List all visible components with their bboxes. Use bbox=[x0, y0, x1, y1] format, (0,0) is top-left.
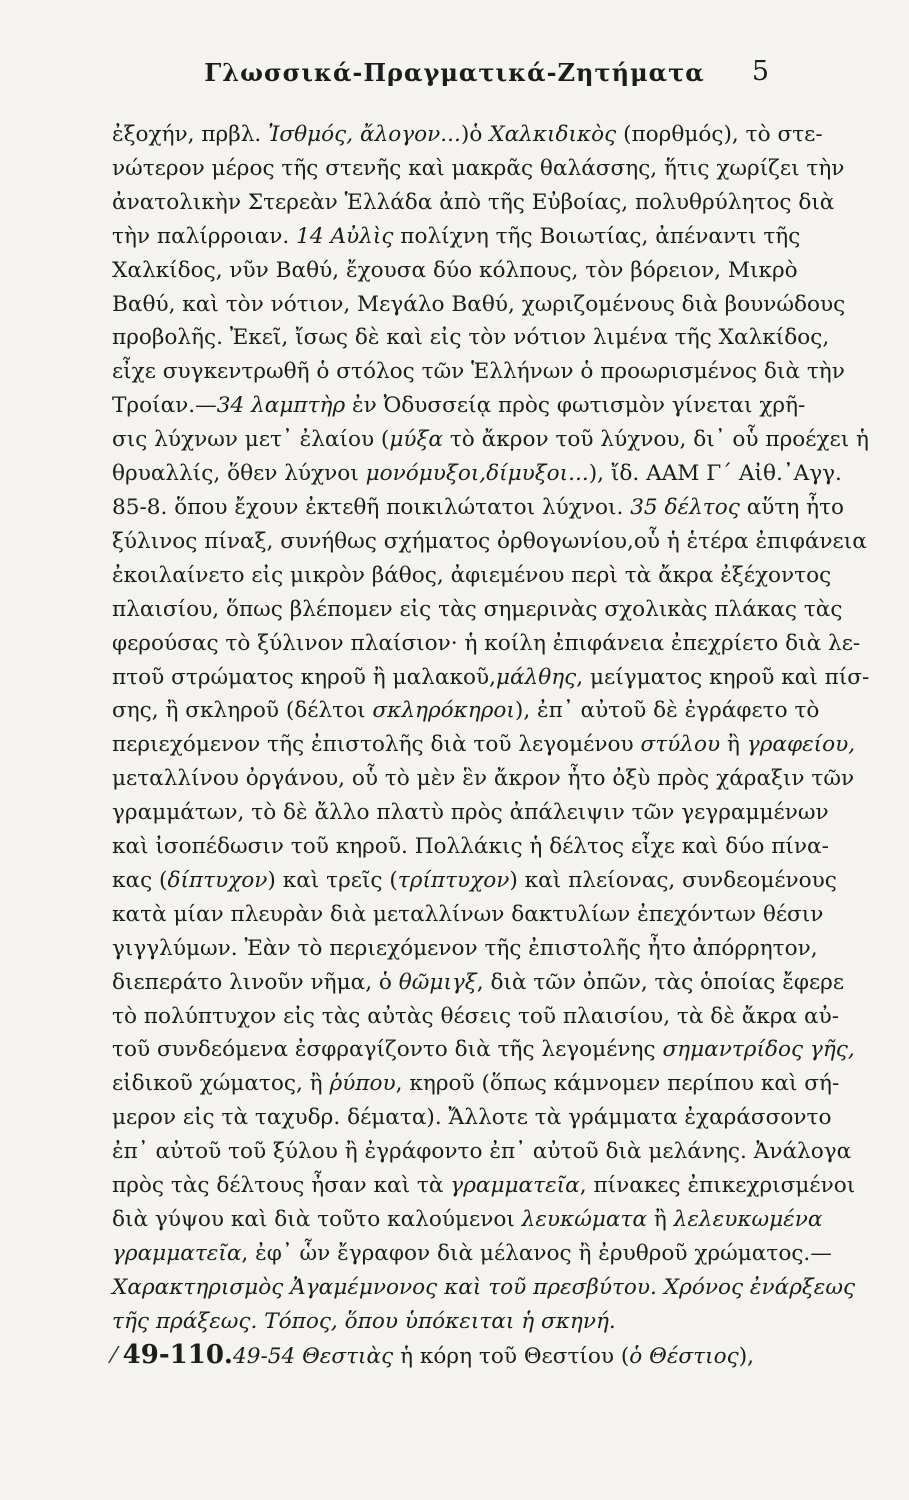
text-segment: περιεχόμενον τῆς ἐπιστολῆς διὰ τοῦ λεγομένου bbox=[112, 732, 641, 758]
text-segment: σης, ἢ σκληροῦ (δέλτοι bbox=[112, 698, 373, 724]
text-segment: Βαθύ, καὶ τὸν νότιον, Μεγάλο Βαθύ, χωριζομένους διὰ βουνώδους bbox=[112, 291, 846, 317]
text-line bbox=[112, 898, 824, 932]
text-segment: κατὰ μίαν πλευρὰν διὰ μεταλλίνων δακτυλίων ἐπεχόντων θέσιν bbox=[112, 901, 824, 927]
text-line bbox=[112, 966, 845, 1000]
text-segment: νώτερον μέρος τῆς στενῆς καὶ μακρᾶς θαλάσσης, ἥτις χωρίζει τὴν bbox=[112, 155, 845, 181]
text-line bbox=[112, 593, 843, 627]
text-segment: διὰ γύψου καὶ διὰ τοῦτο καλούμενοι bbox=[112, 1207, 522, 1232]
text-line bbox=[112, 1305, 800, 1339]
text-segment: ἐξοχήν, πρβλ. bbox=[112, 122, 269, 147]
text-segment: ἐπ᾽ αὐτοῦ τοῦ ξύλου ἢ ἐγράφοντο ἐπ᾽ αὐτοῦ διὰ μελάνης. Ἀνάλογα bbox=[112, 1139, 852, 1165]
text-segment: ἐν Ὀδυσσείᾳ πρὸς φωτισμὸν γίνεται χρῆ- bbox=[345, 393, 806, 419]
text-line bbox=[112, 288, 846, 322]
running-header: Γλωσσικά-Πραγματικά-Ζητήματα bbox=[204, 58, 705, 87]
text-segment: φερούσας τὸ ξύλινον πλαίσιον· ἡ κοίλη ἐπιφάνεια ἐπεχρίετο διὰ λε- bbox=[112, 630, 861, 656]
text-segment: , μείγματος κηροῦ καὶ πίσ- bbox=[576, 664, 870, 690]
body-text bbox=[112, 118, 870, 1374]
text-segment: γραμματεῖα bbox=[450, 1173, 580, 1199]
text-line bbox=[112, 220, 800, 254]
text-segment: Τροίαν.— bbox=[112, 393, 217, 419]
text-segment: 14 Αὐλὶς bbox=[296, 223, 394, 249]
text-line bbox=[112, 254, 800, 288]
text-segment: )ὁ bbox=[460, 122, 490, 147]
text-segment: σκληρόκηροι bbox=[372, 698, 515, 724]
text-segment: τῆς πράξεως. Τόπος, ὅπου ὑπόκειται ἡ σκηνή. bbox=[112, 1308, 616, 1334]
text-line bbox=[112, 661, 870, 695]
text-segment: ) καὶ τρεῖς ( bbox=[267, 867, 398, 893]
text-segment: μάλθης bbox=[495, 664, 577, 690]
text-line bbox=[112, 932, 818, 966]
text-segment: διεπεράτο λινοῦν νῆμα, ὁ bbox=[112, 969, 399, 995]
text-segment: ὁ Θέστιος bbox=[629, 1343, 739, 1369]
text-segment: ⁄ bbox=[112, 1343, 123, 1369]
text-line bbox=[112, 864, 837, 898]
text-segment: πτοῦ στρώματος κηροῦ ἢ μαλακοῦ, bbox=[112, 664, 496, 690]
text-segment: Ἰσθμός, ἄλογον... bbox=[268, 122, 461, 147]
text-segment: 85-8. ὅπου ἔχουν ἐκτεθῆ ποικιλώτατοι λύχνοι. bbox=[112, 494, 631, 520]
text-segment: τοῦ συνδεόμενα ἐσφραγίζοντο διὰ τῆς λεγομένης bbox=[112, 1037, 663, 1063]
text-segment: ἡ κόρη τοῦ Θεστίου ( bbox=[393, 1343, 630, 1369]
text-line bbox=[112, 559, 832, 593]
text-segment: ) καὶ πλείονας, συνδεομένους bbox=[509, 867, 837, 893]
text-line bbox=[112, 186, 835, 220]
text-segment: εἶχε συγκεντρωθῆ ὁ στόλος τῶν Ἑλλήνων ὁ προωρισμένος διὰ τὴν bbox=[112, 359, 845, 385]
text-segment: ῥύπου bbox=[329, 1071, 396, 1097]
text-line bbox=[112, 118, 823, 152]
text-segment: ), bbox=[738, 1343, 754, 1369]
text-line bbox=[112, 830, 829, 864]
text-line bbox=[112, 1135, 852, 1169]
text-segment: ), ἐπ᾽ αὐτοῦ δὲ ἐγράφετο τὸ bbox=[514, 698, 820, 724]
text-segment: λελευκωμένα bbox=[673, 1207, 823, 1232]
text-segment: σημαντρίδος γῆς, bbox=[662, 1037, 855, 1063]
text-line bbox=[112, 796, 829, 830]
text-segment: αὕτη ἦτο bbox=[739, 494, 845, 520]
text-line bbox=[112, 694, 820, 728]
text-segment: (πορθμός), τὸ στε- bbox=[616, 122, 823, 147]
text-segment: ξύλινος πίναξ, συνήθως σχήματος ὀρθογωνίου,οὗ ἡ ἑτέρα ἐπιφάνεια bbox=[112, 528, 867, 554]
text-line bbox=[112, 321, 830, 355]
text-segment: μεταλλίνου ὀργάνου, οὗ τὸ μὲν ἓν ἄκρον ἦτο ὀξὺ πρὸς χάραξιν τῶν bbox=[112, 766, 855, 792]
text-segment: , πίνακες ἐπικεχρισμένοι bbox=[579, 1173, 856, 1199]
text-segment: , ἐφ᾽ ὧν ἔγραφον διὰ μέλανος ἢ ἐρυθροῦ χρώματος.— bbox=[241, 1240, 832, 1266]
text-segment: γραμματεῖα bbox=[112, 1240, 242, 1266]
text-line bbox=[112, 1169, 856, 1203]
text-segment: Χαρακτηρισμὸς Ἀγαμέμνονος καὶ τοῦ πρεσβύτου. Χρόνος ἐνάρξεως bbox=[112, 1274, 856, 1300]
text-line bbox=[112, 525, 867, 559]
text-segment: , διὰ τῶν ὀπῶν, τὰς ὁποίας ἔφερε bbox=[476, 969, 845, 995]
text-segment: 49-54 Θεστιὰς bbox=[232, 1343, 394, 1369]
text-segment: μερον εἰς τὰ ταχυδρ. δέματα). Ἄλλοτε τὰ γράμματα ἐχαράσσοντο bbox=[112, 1105, 832, 1131]
text-line bbox=[112, 389, 806, 423]
text-segment: τὸ ἄκρον τοῦ λύχνου, δι᾽ οὗ προέχει ἡ bbox=[443, 427, 869, 453]
text-line bbox=[112, 728, 856, 762]
text-line bbox=[112, 1101, 832, 1135]
text-segment: δίπτυχον bbox=[167, 867, 268, 893]
page-number: 5 bbox=[751, 56, 769, 87]
text-segment: γιγγλύμων. Ἐὰν τὸ περιεχόμενον τῆς ἐπιστολῆς ἦτο ἀπόρρητον, bbox=[112, 935, 818, 961]
text-segment: τρίπτυχον bbox=[397, 867, 510, 893]
text-segment: Χαλκίδος, νῦν Βαθύ, ἔχουσα δύο κόλπους, τὸν βόρειον, Μικρὸ bbox=[112, 257, 798, 283]
text-segment: τὴν παλίρροιαν. bbox=[112, 223, 297, 249]
text-line bbox=[112, 762, 855, 796]
text-segment: γραφείου, bbox=[746, 732, 856, 758]
text-line bbox=[112, 491, 845, 525]
text-segment: πολίχνη τῆς Βοιωτίας, ἀπέναντι τῆς bbox=[393, 223, 801, 249]
text-segment: 35 δέλτος bbox=[630, 494, 740, 520]
text-segment: θρυαλλίς, ὅθεν λύχνοι bbox=[112, 461, 366, 487]
text-line bbox=[112, 457, 842, 491]
text-segment: λευκώματα bbox=[521, 1207, 647, 1232]
text-segment: κας ( bbox=[112, 867, 168, 893]
text-line bbox=[112, 1271, 856, 1305]
text-segment: , κηροῦ (ὅπως κάμνομεν περίπου καὶ σή- bbox=[395, 1071, 840, 1097]
text-line bbox=[112, 1033, 855, 1067]
text-segment: θῶμιγξ bbox=[398, 969, 477, 995]
text-segment: ἀνατολικὴν Στερεὰν Ἑλλάδα ἀπὸ τῆς Εὐβοίας, πολυθρύλητος διὰ bbox=[112, 189, 835, 215]
text-line bbox=[112, 1000, 839, 1034]
text-segment: τὸ πολύπτυχον εἰς τὰς αὐτὰς θέσεις τοῦ πλαισίου, τὰ δὲ ἄκρα αὐ- bbox=[112, 1003, 839, 1029]
text-line bbox=[112, 1237, 832, 1271]
text-segment: μύξα bbox=[389, 427, 443, 453]
text-segment: Χαλκιδικὸς bbox=[489, 122, 617, 147]
text-segment: σις λύχνων μετ᾽ ἐλαίου ( bbox=[112, 427, 390, 453]
text-segment: ), ἴδ. ΑΑΜ Γ΄ Αἰθ.᾽Αγγ. bbox=[588, 461, 842, 487]
text-line bbox=[112, 1203, 823, 1237]
text-segment: πλαισίου, ὅπως βλέπομεν εἰς τὰς σημερινὰς σχολικὰς πλάκας τὰς bbox=[112, 596, 843, 622]
text-line bbox=[112, 152, 845, 186]
text-line bbox=[112, 1339, 800, 1374]
text-segment: ἢ bbox=[646, 1207, 674, 1232]
text-segment: εἰδικοῦ χώματος, ἢ bbox=[112, 1071, 330, 1097]
text-line bbox=[112, 355, 845, 389]
text-line bbox=[112, 1067, 840, 1101]
text-segment: πρὸς τὰς δέλτους ἦσαν καὶ τὰ bbox=[112, 1173, 451, 1199]
text-segment: προβολῆς. Ἐκεῖ, ἴσως δὲ καὶ εἰς τὸν νότιον λιμένα τῆς Χαλκίδος, bbox=[112, 325, 830, 351]
text-segment: ἐκοιλαίνετο εἰς μικρὸν βάθος, ἀφιεμένου περὶ τὰ ἄκρα ἐξέχοντος bbox=[112, 562, 832, 588]
text-segment: γραμμάτων, τὸ δὲ ἄλλο πλατὺ πρὸς ἀπάλειψιν τῶν γεγραμμένων bbox=[112, 800, 829, 826]
text-line bbox=[112, 627, 861, 661]
text-segment: στύλου bbox=[640, 732, 721, 758]
text-segment: καὶ ἰσοπέδωσιν τοῦ κηροῦ. Πολλάκις ἡ δέλτος εἶχε καὶ δύο πίνα- bbox=[112, 834, 829, 860]
text-segment: 34 λαμπτὴρ bbox=[216, 393, 346, 419]
text-segment: ἢ bbox=[720, 732, 747, 758]
text-segment: μονόμυξοι,δίμυξοι... bbox=[365, 461, 589, 487]
text-line bbox=[112, 423, 869, 457]
text-segment: 49-110. bbox=[122, 1339, 233, 1370]
